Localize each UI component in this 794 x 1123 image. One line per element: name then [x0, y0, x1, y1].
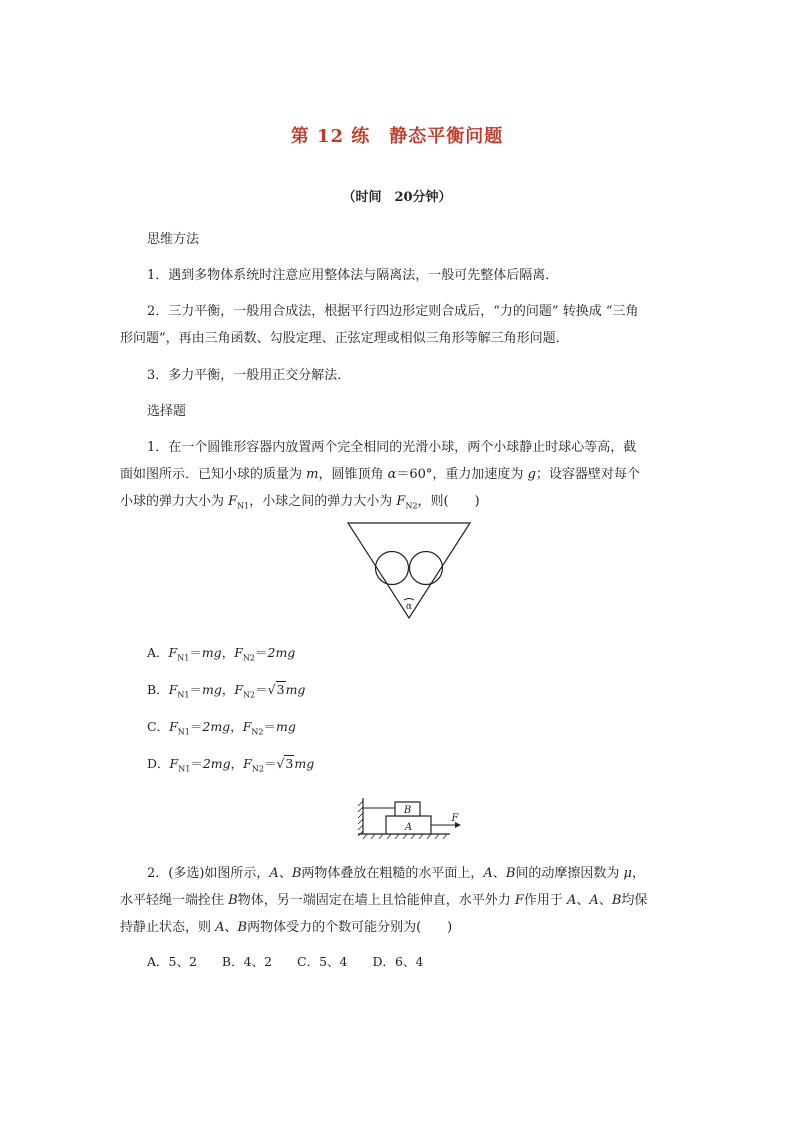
- subscript-n2: N2: [251, 764, 264, 774]
- wall-hatching: [358, 801, 363, 836]
- q2-options[interactable]: A．5、2 B．4、2 C．5、4 D．6、4: [147, 954, 424, 969]
- q2-line-1: [120, 860, 680, 887]
- var-b: B: [611, 893, 622, 908]
- var-f: F: [243, 756, 252, 771]
- var-a: A: [567, 893, 577, 908]
- q1-text: ，小球之间的弹力大小为: [249, 494, 397, 509]
- q2-text: ，: [631, 866, 645, 881]
- option-label: D．: [147, 756, 170, 771]
- option-label: A．: [147, 645, 169, 660]
- apex-angle-label: α: [405, 602, 413, 612]
- sqrt-sign-icon: √: [267, 682, 276, 697]
- q2-text: 两物体叠放在粗糙的水平面上，: [301, 866, 484, 881]
- subscript-n1: N1: [177, 690, 190, 700]
- var-f: F: [234, 682, 244, 697]
- q1-line-1: 1．在一个圆锥形容器内放置两个完全相同的光滑小球，两个小球静止时球心等高，截: [147, 440, 637, 455]
- var-f: F: [168, 645, 178, 660]
- var-b: B: [291, 866, 302, 881]
- q2-text: 作用于: [523, 893, 568, 908]
- var-f: F: [242, 719, 252, 734]
- q2-text: 2．(多选)如图所示，: [147, 866, 270, 881]
- q2-text: 、: [224, 920, 238, 935]
- subscript-n2: N2: [251, 727, 264, 737]
- q1-line-3: [120, 488, 680, 520]
- q1-line-2: [120, 461, 680, 488]
- var-a: A: [589, 893, 599, 908]
- var-f: F: [169, 719, 178, 734]
- q2-text: 水平轻绳一端拴住: [120, 893, 229, 908]
- q1-option-a[interactable]: [147, 643, 295, 663]
- var-alpha: α: [387, 467, 397, 482]
- q1-text: 小球的弹力大小为: [120, 494, 229, 509]
- q1-text: ，圆锥顶角: [318, 467, 388, 482]
- ball-right: [410, 552, 443, 585]
- option-value-1: mg: [201, 645, 222, 660]
- subscript-n1: N1: [177, 727, 190, 737]
- equals: ＝: [189, 682, 202, 697]
- q2-text: 、: [598, 893, 612, 908]
- var-f: F: [234, 645, 243, 660]
- q1-option-b[interactable]: [147, 680, 305, 700]
- subscript-n2: N2: [405, 501, 418, 511]
- q2-line-2: [120, 887, 680, 914]
- sqrt-sign-icon: √: [276, 756, 285, 771]
- comma: ，: [230, 719, 243, 734]
- option-value-1: 2mg: [202, 719, 231, 734]
- var-f: F: [228, 494, 238, 509]
- var-b: B: [505, 866, 516, 881]
- option-label: B．: [147, 682, 169, 697]
- equals: ＝: [190, 756, 203, 771]
- option-label: C．: [147, 719, 170, 734]
- ground-hatching: [363, 834, 447, 839]
- blocks-figure: [355, 795, 467, 840]
- q2-text: 、: [576, 893, 590, 908]
- method-item-1: 1．遇到多物体系统时注意应用整体法与隔离法，一般可先整体后隔离．: [147, 268, 559, 283]
- var-b: B: [228, 893, 238, 908]
- cone-figure: [345, 520, 475, 622]
- subscript-n1: N1: [177, 653, 190, 663]
- equals: ＝: [189, 645, 202, 660]
- var-g: g: [527, 467, 536, 482]
- q2-line-3: [120, 914, 680, 941]
- q2-text: 、: [492, 866, 506, 881]
- force-label: F: [451, 813, 459, 824]
- ball-left: [376, 552, 409, 585]
- option-value-2: mg: [294, 756, 315, 771]
- q2-text: 、: [278, 866, 292, 881]
- var-mu: μ: [623, 866, 632, 881]
- comma: ，: [221, 645, 235, 660]
- sqrt-radicand: 3: [276, 682, 285, 697]
- q1-text: 面如图所示．已知小球的质量为: [120, 467, 307, 482]
- equals: ＝: [189, 719, 203, 734]
- option-value-2: 2mg: [267, 645, 296, 660]
- apex-angle-arc: [404, 599, 414, 601]
- q1-option-c[interactable]: [147, 717, 296, 737]
- time-limit: （时间 20分钟）: [342, 190, 452, 205]
- option-value-2: mg: [276, 719, 296, 734]
- option-value-2: mg: [285, 682, 306, 697]
- block-a-label: A: [404, 822, 413, 833]
- q2-text: 间的动摩擦因数为: [515, 866, 624, 881]
- equals: ＝: [263, 719, 276, 734]
- var-a: A: [483, 866, 493, 881]
- var-a: A: [269, 866, 279, 881]
- sqrt-radicand: 3: [285, 756, 294, 771]
- subscript-n1: N1: [178, 764, 191, 774]
- option-value-1: mg: [201, 682, 222, 697]
- methods-heading: 思维方法: [147, 232, 200, 247]
- var-f: F: [396, 494, 406, 509]
- q1-text: ，则( ): [417, 494, 480, 509]
- subscript-n2: N2: [242, 653, 255, 663]
- var-b: B: [237, 920, 248, 935]
- var-m: m: [306, 467, 319, 482]
- q2-text: 两物体受力的个数可能分别为( ): [247, 920, 453, 935]
- block-b-label: B: [403, 805, 412, 816]
- section-heading-choice: 选择题: [147, 404, 187, 419]
- equals: ＝: [255, 682, 268, 697]
- q1-text: ；设容器壁对每个: [535, 467, 640, 482]
- question-1-stem: [120, 434, 680, 520]
- var-a: A: [215, 920, 225, 935]
- var-f: F: [168, 682, 178, 697]
- var-f: F: [169, 756, 179, 771]
- q2-text: 物体，另一端固定在墙上且恰能伸直，水平外力: [237, 893, 515, 908]
- q1-text: ＝60°，重力加速度为: [396, 467, 528, 482]
- comma: ，: [221, 682, 235, 697]
- method-item-2-line-2: 形问题”，再由三角函数、勾股定理、正弦定理或相似三角形等解三角形问题．: [120, 331, 569, 346]
- method-item-3: 3．多力平衡，一般用正交分解法．: [147, 368, 351, 383]
- page-title: 第 12 练 静态平衡问题: [290, 126, 504, 147]
- q2-text: 均保: [621, 893, 648, 908]
- method-item-2-line-1: 2．三力平衡，一般用合成法，根据平行四边形定则合成后，“力的问题” 转换成 “三角: [147, 304, 639, 319]
- q1-option-d[interactable]: [147, 754, 314, 774]
- var-f: F: [514, 893, 524, 908]
- equals: ＝: [263, 756, 277, 771]
- question-2-stem: [120, 860, 680, 941]
- comma: ，: [230, 756, 244, 771]
- q2-text: 持静止状态，则: [120, 920, 216, 935]
- option-value-1: 2mg: [202, 756, 231, 771]
- subscript-n1: N1: [237, 501, 250, 511]
- equals: ＝: [254, 645, 268, 660]
- subscript-n2: N2: [243, 690, 256, 700]
